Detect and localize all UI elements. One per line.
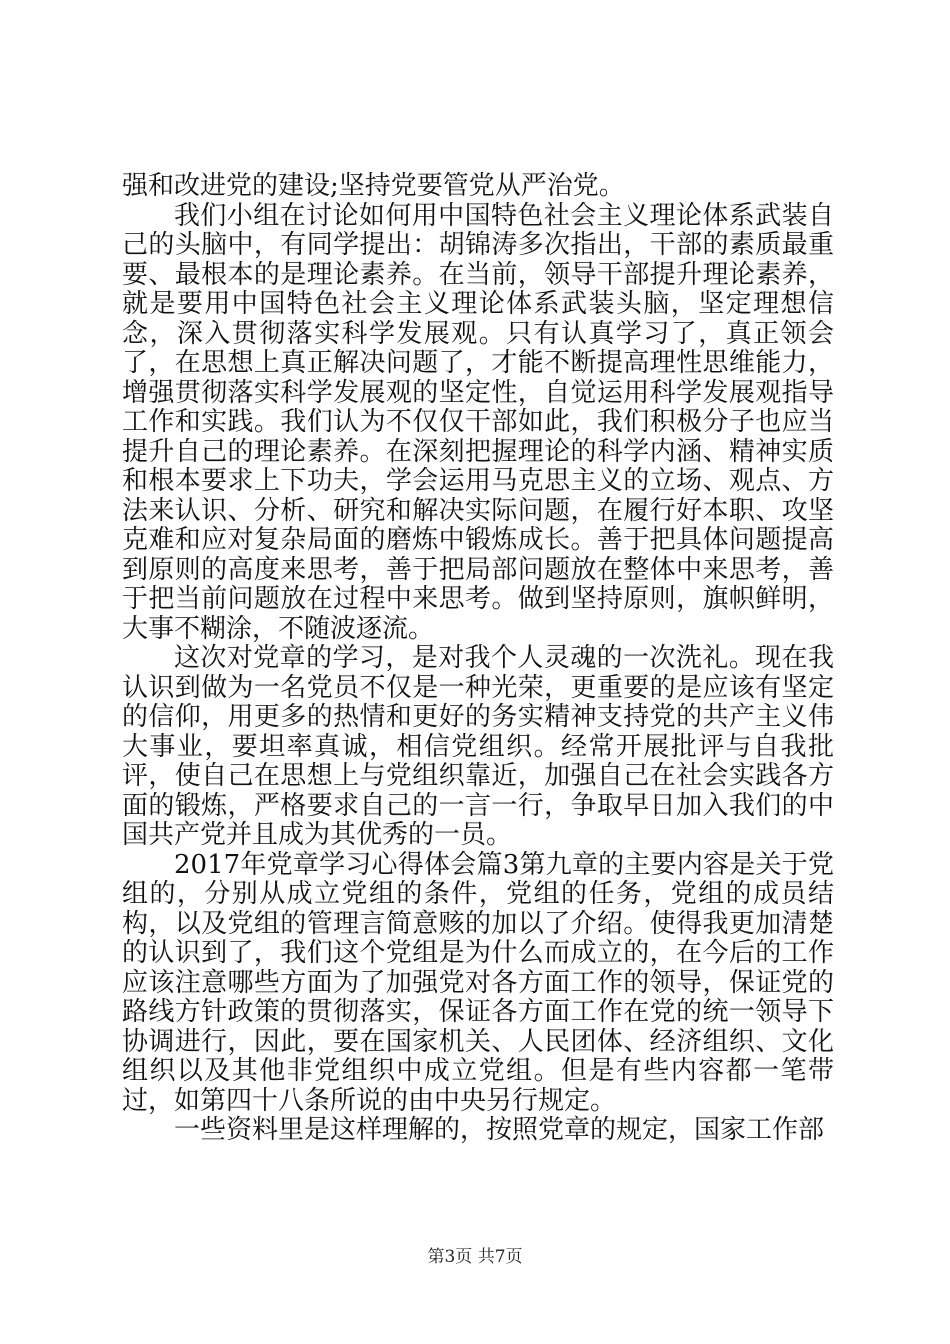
document-body <box>122 172 834 1146</box>
paragraph-soul-baptism: 这次对党章的学习，是对我个人灵魂的一次洗礼。现在我认识到做为一名党员不仅是一种光荣，更重要的是应该有坚定的信仰，用更多的热情和更好的务实精神支持党的共产主义伟大事业，要坦率真诚，相信党组织。经常开展批评与自我批评，使自己在思想上与党组织靠近，加强自己在社会实践各方面的锻炼，严格要求自己的一言一行，争取早日加入我们的中国共产党并且成为其优秀的一员。 <box>122 643 834 850</box>
paragraph-continuation: 强和改进党的建设;坚持党要管党从严治党。 <box>122 171 625 201</box>
page-footer: 第3页 共7页 <box>427 1247 523 1267</box>
paragraph-party-group: 2017年党章学习心得体会篇3第九章的主要内容是关于党组的，分别从成立党组的条件，党组的任务，党组的成员结构，以及党组的管理言简意赅的加以了介绍。使得我更加清楚的认识到了，我们这个党组是为什么而成立的，在今后的工作应该注意哪些方面为了加强党对各方面工作的领导，保证党的路线方针政策的贯彻落实，保证各方面工作在党的统一领导下协调进行，因此，要在国家机关、人民团体、经济组织、文化组织以及其他非党组织中成立党组。但是有些内容都一笔带过，如第四十八条所说的由中央另行规定。 <box>122 849 834 1116</box>
paragraph-theory-study: 我们小组在讨论如何用中国特色社会主义理论体系武装自己的头脑中，有同学提出：胡锦涛多次指出，干部的素质最重要、最根本的是理论素养。在当前，领导干部提升理论素养，就是要用中国特色社会主义理论体系武装头脑，坚定理想信念，深入贯彻落实科学发展观。只有认真学习了，真正领会了，在思想上真正解决问题了，才能不断提高理性思维能力，增强贯彻落实科学发展观的坚定性，自觉运用科学发展观指导工作和实践。我们认为不仅仅干部如此，我们积极分子也应当提升自己的理论素养。在深刻把握理论的科学内涵、精神实质和根本要求上下功夫，学会运用马克思主义的立场、观点、方法来认识、分析、研究和解决实际问题，在履行好本职、攻坚克难和应对复杂局面的磨炼中锻炼成长。善于把具体问题提高到原则的高度来思考，善于把局部问题放在整体中来思考，善于把当前问题放在过程中来思考。做到坚持原则，旗帜鲜明，大事不糊涂，不随波逐流。 <box>122 200 834 644</box>
paragraph-interpretation: 一些资料里是这样理解的，按照党章的规定，国家工作部 <box>174 1115 825 1145</box>
